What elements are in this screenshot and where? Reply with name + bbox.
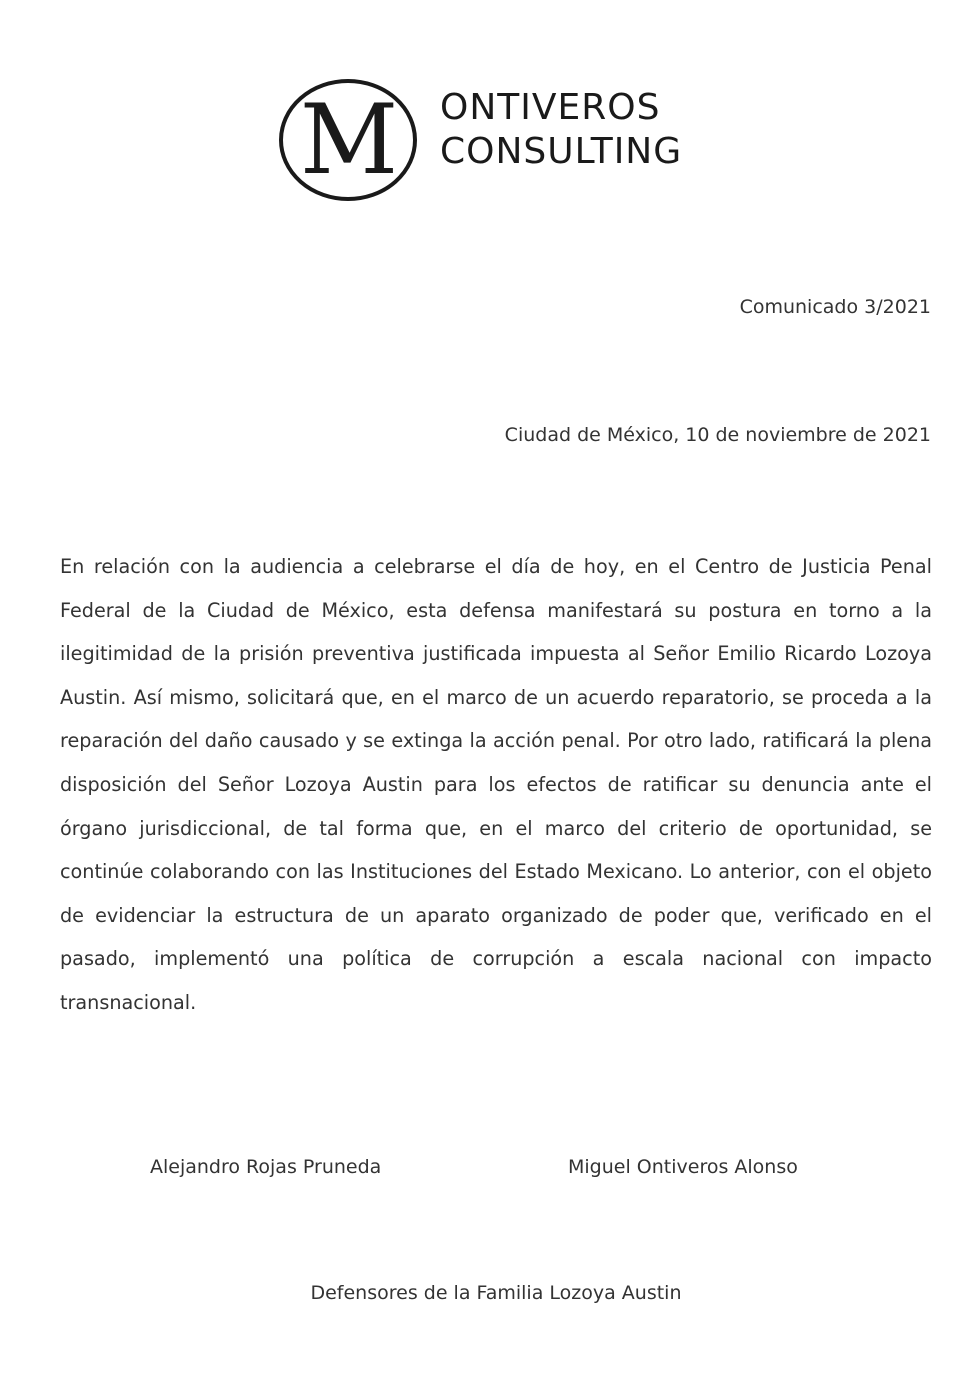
company-name-line-2: CONSULTING <box>440 131 683 172</box>
signatory-name: Miguel Ontiveros Alonso <box>568 1156 798 1178</box>
logo-mark-letter: M <box>299 84 399 196</box>
company-name-line-1: ONTIVEROS <box>440 87 661 128</box>
company-name <box>440 86 740 174</box>
logo-mark-icon <box>278 78 418 202</box>
dateline: Ciudad de México, 10 de noviembre de 2021 <box>504 424 931 446</box>
closing-line: Defensores de la Familia Lozoya Austin <box>310 1282 682 1304</box>
statement-body: En relación con la audiencia a celebrarse el día de hoy, en el Centro de Justicia Penal Federal de la Ciudad de México, esta defensa manifestará su postura en torno a la ilegitimidad de la prisión preventiva justificada impuesta al Señor Emilio Ricardo Lozoya Austin. Así mismo, solicitará que, en el marco de un acuerdo reparatorio, se proceda a la reparación del daño causado y se extinga la acción penal. Por otro lado, ratificará la plena disposición del Señor Lozoya Austin para los efectos de ratificar su denuncia ante el órgano jurisdiccional, de tal forma que, en el marco del criterio de oportunidad, se continúe colaborando con las Instituciones del Estado Mexicano. Lo anterior, con el objeto de evidenciar la estructura de un aparato organizado de poder que, verificado en el pasado, implementó una política de corrupción a escala nacional con impacto transnacional. <box>60 555 932 1014</box>
communique-number: Comunicado 3/2021 <box>739 296 931 318</box>
signatory-name: Alejandro Rojas Pruneda <box>150 1156 382 1178</box>
letterhead-logo <box>278 78 738 202</box>
